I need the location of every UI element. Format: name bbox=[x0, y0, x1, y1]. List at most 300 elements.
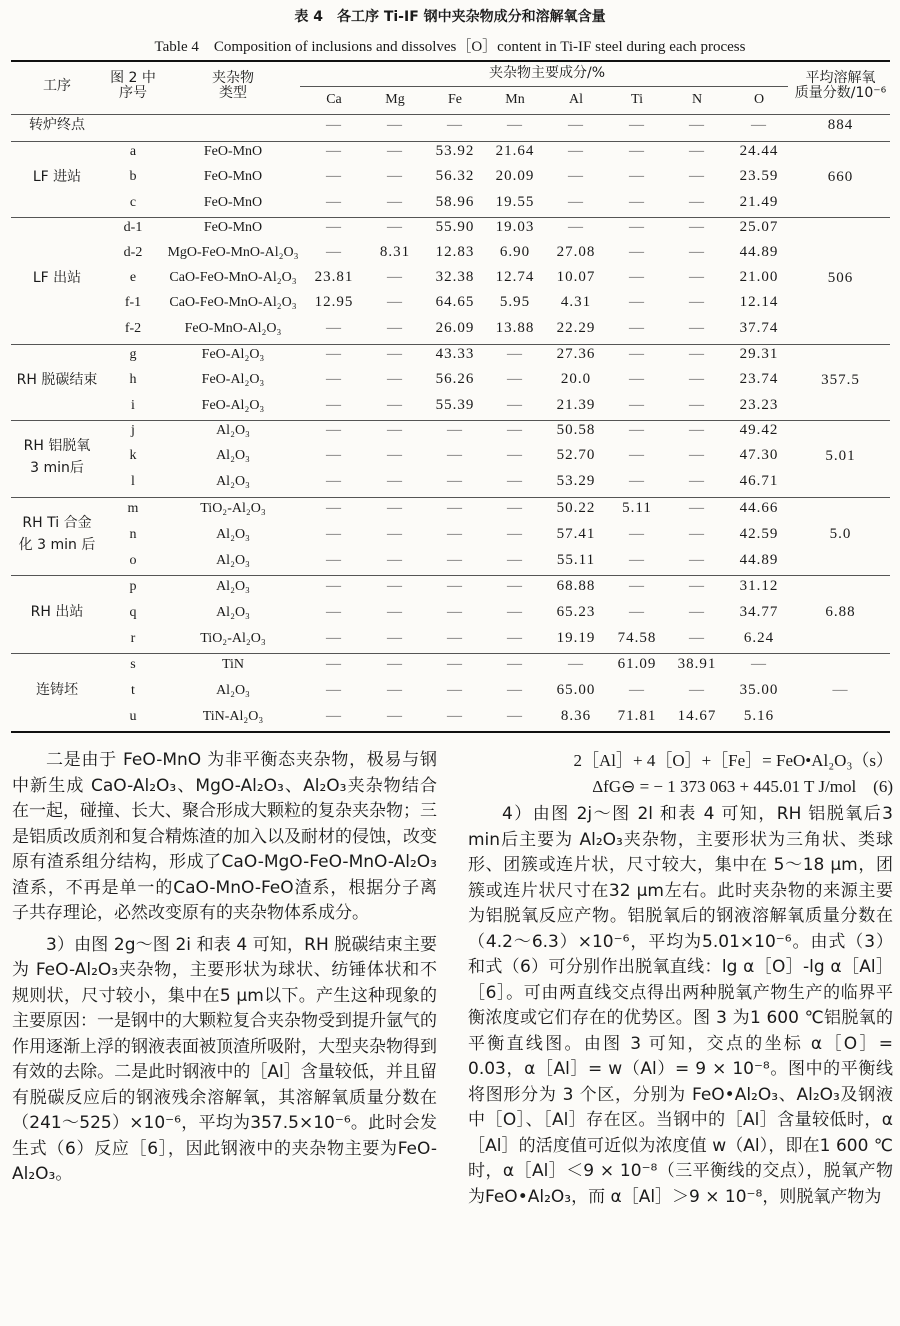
type-cell: FeO-MnO-Al₂O₃ bbox=[184, 321, 282, 336]
seq-cell: c bbox=[129, 194, 137, 210]
value-cell: — bbox=[326, 320, 342, 336]
value-cell: — bbox=[629, 447, 645, 463]
value-cell: — bbox=[629, 473, 645, 489]
value-cell: — bbox=[689, 168, 705, 184]
value-cell: 29.31 bbox=[739, 346, 779, 362]
value-cell: 38.91 bbox=[677, 655, 717, 672]
table-row bbox=[11, 677, 890, 703]
value-cell: — bbox=[387, 447, 403, 463]
value-cell: — bbox=[447, 499, 463, 516]
type-cell: CaO-FeO-MnO-Al₂O₃ bbox=[169, 295, 297, 310]
value-cell: — bbox=[689, 499, 705, 516]
type-cell: TiN-Al₂O₃ bbox=[202, 708, 264, 724]
value-cell: — bbox=[689, 681, 705, 698]
value-cell: — bbox=[507, 346, 523, 362]
table-row bbox=[11, 573, 890, 599]
th-al: Al bbox=[569, 91, 583, 107]
value-cell: — bbox=[447, 117, 463, 133]
table-row bbox=[11, 265, 890, 290]
avg-oxygen-cell: 884 bbox=[827, 117, 854, 133]
value-cell: — bbox=[689, 525, 705, 542]
seq-cell: u bbox=[129, 708, 137, 724]
value-cell: 61.09 bbox=[617, 655, 657, 672]
th-type: 夹杂物 类型 bbox=[212, 70, 254, 101]
value-cell: — bbox=[387, 707, 403, 724]
process-cell: RH 铝脱氧 3 min后 bbox=[23, 437, 91, 476]
type-cell: Al₂O₃ bbox=[216, 682, 250, 698]
value-cell: — bbox=[689, 447, 705, 463]
type-cell: TiO₂-Al₂O₃ bbox=[200, 500, 266, 516]
group-rule bbox=[11, 653, 890, 654]
value-cell: — bbox=[689, 629, 705, 646]
value-cell: — bbox=[326, 143, 342, 159]
value-cell: 65.23 bbox=[556, 603, 596, 620]
table-row bbox=[11, 315, 890, 342]
value-cell: 37.74 bbox=[739, 320, 779, 336]
value-cell: — bbox=[629, 603, 645, 620]
seq-cell: o bbox=[129, 552, 137, 568]
seq-cell: q bbox=[129, 604, 137, 620]
value-cell: 12.74 bbox=[495, 269, 535, 285]
value-cell: 8.31 bbox=[379, 244, 411, 260]
value-cell: 19.55 bbox=[495, 193, 535, 210]
seq-cell: d-2 bbox=[123, 245, 143, 260]
avg-oxygen-cell: — bbox=[832, 681, 849, 698]
value-cell: 21.49 bbox=[739, 193, 779, 210]
seq-cell: s bbox=[130, 656, 136, 672]
value-cell: — bbox=[629, 244, 645, 260]
value-cell: 52.70 bbox=[556, 447, 596, 463]
value-cell: — bbox=[326, 371, 342, 387]
seq-cell: t bbox=[131, 682, 135, 698]
value-cell: — bbox=[447, 629, 463, 646]
value-cell: 34.77 bbox=[739, 603, 779, 620]
avg-oxygen-cell: 506 bbox=[827, 270, 854, 286]
value-cell: — bbox=[326, 346, 342, 362]
value-cell: — bbox=[507, 447, 523, 463]
value-cell: — bbox=[326, 525, 342, 542]
value-cell: — bbox=[387, 143, 403, 159]
value-cell: 43.33 bbox=[435, 346, 475, 362]
seq-cell: i bbox=[131, 397, 135, 413]
table-row bbox=[11, 112, 890, 139]
seq-cell: h bbox=[129, 372, 137, 387]
value-cell: — bbox=[507, 629, 523, 646]
process-cell: LF 进站 bbox=[32, 168, 82, 185]
value-cell: — bbox=[629, 396, 645, 413]
value-cell: — bbox=[507, 577, 523, 594]
type-cell: Al₂O₃ bbox=[216, 604, 250, 620]
value-cell: 42.59 bbox=[739, 525, 779, 542]
value-cell: — bbox=[326, 707, 342, 724]
value-cell: 74.58 bbox=[617, 629, 657, 646]
table-row bbox=[11, 189, 890, 215]
avg-oxygen-cell: 660 bbox=[827, 168, 854, 185]
value-cell: — bbox=[507, 525, 523, 542]
value-cell: — bbox=[507, 371, 523, 387]
value-cell: — bbox=[629, 371, 645, 387]
value-cell: 12.14 bbox=[739, 294, 779, 310]
th-process: 工序 bbox=[43, 77, 71, 94]
value-cell: — bbox=[689, 143, 705, 159]
group-rule bbox=[11, 217, 890, 218]
value-cell: 68.88 bbox=[556, 577, 596, 594]
value-cell: — bbox=[507, 422, 523, 438]
value-cell: 6.24 bbox=[743, 629, 775, 646]
group-rule bbox=[11, 575, 890, 576]
table-row bbox=[11, 240, 890, 265]
value-cell: 23.23 bbox=[739, 396, 779, 413]
body-column-right bbox=[468, 748, 893, 1216]
value-cell: — bbox=[387, 193, 403, 210]
table-caption-zh: 表 4 各工序 Ti-IF 钢中夹杂物成分和溶解氧含量 bbox=[294, 9, 606, 25]
value-cell: 27.08 bbox=[556, 244, 596, 260]
th-ca: Ca bbox=[326, 91, 342, 107]
th-fe: Fe bbox=[448, 91, 462, 107]
value-cell: — bbox=[387, 603, 403, 620]
value-cell: — bbox=[387, 525, 403, 542]
value-cell: — bbox=[326, 168, 342, 184]
value-cell: — bbox=[689, 551, 705, 568]
value-cell: — bbox=[689, 117, 705, 133]
value-cell: — bbox=[387, 577, 403, 594]
value-cell: 23.81 bbox=[314, 269, 354, 285]
value-cell: — bbox=[689, 371, 705, 387]
type-cell: FeO-MnO bbox=[203, 220, 263, 235]
value-cell: — bbox=[387, 681, 403, 698]
value-cell: 56.32 bbox=[435, 168, 475, 184]
table-row bbox=[11, 290, 890, 315]
paragraph: 二是由于 FeO-MnO 为非平衡态夹杂物，极易与钢中新生成 CaO-Al₂O₃、MgO-Al₂O₃、Al₂O₃夹杂物结合在一起，碰撞、长大、聚合形成大颗粒的复杂夹杂物；三是铝质改质剂和复合精炼渣的加入以及耐材的侵蚀，改变原有渣系组分结构，形成了CaO-MgO-FeO-MnO-Al₂O₃渣系，不再是单一的CaO-MnO-FeO渣系，根据分子离子共存理论，必然改变原有的夹杂物体系成分。 bbox=[12, 750, 437, 923]
value-cell: — bbox=[326, 219, 342, 235]
value-cell: — bbox=[689, 603, 705, 620]
process-cell: RH 出站 bbox=[30, 603, 84, 620]
value-cell: — bbox=[568, 117, 584, 133]
value-cell: 10.07 bbox=[556, 269, 596, 285]
process-cell: RH 脱碳结束 bbox=[16, 371, 98, 388]
table-row bbox=[11, 521, 890, 547]
seq-cell: b bbox=[129, 169, 137, 184]
value-cell: — bbox=[326, 577, 342, 594]
avg-oxygen-cell: 357.5 bbox=[821, 371, 860, 388]
value-cell: — bbox=[387, 473, 403, 489]
value-cell: 44.89 bbox=[739, 551, 779, 568]
value-cell: — bbox=[507, 655, 523, 672]
value-cell: — bbox=[568, 193, 584, 210]
value-cell: — bbox=[507, 499, 523, 516]
value-cell: 21.00 bbox=[739, 269, 779, 285]
value-cell: 47.30 bbox=[739, 447, 779, 463]
seq-cell: m bbox=[127, 500, 139, 516]
type-cell bbox=[163, 112, 303, 139]
value-cell: — bbox=[326, 473, 342, 489]
value-cell: — bbox=[629, 525, 645, 542]
value-cell: 55.39 bbox=[435, 396, 475, 413]
avg-oxygen-cell: 5.0 bbox=[829, 525, 852, 542]
value-cell: — bbox=[629, 346, 645, 362]
th-ti: Ti bbox=[631, 91, 643, 107]
value-cell: — bbox=[387, 655, 403, 672]
value-cell: 8.36 bbox=[560, 707, 592, 724]
value-cell: 19.19 bbox=[556, 629, 596, 646]
th-n: N bbox=[691, 91, 703, 107]
value-cell: — bbox=[387, 294, 403, 310]
seq-cell: n bbox=[129, 526, 137, 542]
value-cell: — bbox=[689, 193, 705, 210]
value-cell: — bbox=[751, 117, 768, 133]
value-cell: 64.65 bbox=[435, 294, 475, 310]
process-cell: LF 出站 bbox=[32, 270, 82, 286]
value-cell: — bbox=[629, 551, 645, 568]
value-cell: 44.66 bbox=[739, 499, 779, 516]
table-row bbox=[11, 468, 890, 495]
seq-cell: f-1 bbox=[124, 295, 142, 310]
type-cell: CaO-FeO-MnO-Al₂O₃ bbox=[169, 270, 297, 285]
seq-cell: j bbox=[131, 423, 135, 438]
value-cell: — bbox=[447, 681, 463, 698]
value-cell: 58.96 bbox=[435, 193, 475, 210]
table-row bbox=[11, 495, 890, 521]
type-cell: Al₂O₃ bbox=[216, 552, 250, 568]
th-composition: 夹杂物主要成分/% bbox=[489, 64, 606, 81]
type-cell: FeO-Al₂O₃ bbox=[201, 347, 265, 362]
seq-cell: g bbox=[129, 347, 137, 362]
type-cell: Al₂O₃ bbox=[216, 578, 250, 594]
th-mn: Mn bbox=[505, 91, 525, 107]
seq-cell: a bbox=[129, 144, 137, 159]
seq-cell: r bbox=[130, 630, 136, 646]
process-cell: RH Ti 合金 化 3 min 后 bbox=[18, 515, 96, 553]
value-cell: — bbox=[447, 447, 463, 463]
value-cell: — bbox=[326, 499, 342, 516]
table-caption-en: Table 4 Composition of inclusions and dissolves［O］content in Ti-IF steel during each process bbox=[154, 39, 746, 55]
value-cell: — bbox=[629, 168, 645, 184]
value-cell: — bbox=[326, 244, 342, 260]
value-cell: 24.44 bbox=[739, 143, 779, 159]
value-cell: — bbox=[326, 681, 342, 698]
value-cell: — bbox=[689, 396, 705, 413]
table-bottom-rule bbox=[11, 731, 890, 733]
value-cell: — bbox=[568, 655, 584, 672]
value-cell: — bbox=[689, 294, 705, 310]
value-cell: — bbox=[326, 655, 342, 672]
value-cell: 56.26 bbox=[435, 371, 475, 387]
value-cell: — bbox=[629, 143, 645, 159]
group-rule bbox=[11, 344, 890, 345]
value-cell: — bbox=[689, 422, 705, 438]
value-cell: 53.92 bbox=[435, 143, 475, 159]
value-cell: — bbox=[568, 219, 584, 235]
type-cell: TiN bbox=[221, 656, 245, 672]
table-row bbox=[11, 625, 890, 651]
value-cell: — bbox=[751, 655, 768, 672]
value-cell: 46.71 bbox=[739, 473, 779, 489]
value-cell: — bbox=[447, 655, 463, 672]
value-cell: — bbox=[629, 422, 645, 438]
type-cell: FeO-MnO bbox=[203, 144, 263, 159]
value-cell: 4.31 bbox=[560, 294, 592, 310]
value-cell: — bbox=[689, 320, 705, 336]
value-cell: — bbox=[326, 551, 342, 568]
type-cell: Al₂O₃ bbox=[216, 526, 250, 542]
value-cell: 6.90 bbox=[499, 244, 531, 260]
value-cell: — bbox=[447, 707, 463, 724]
type-cell: Al₂O₃ bbox=[216, 474, 250, 489]
value-cell: 26.09 bbox=[435, 320, 475, 336]
value-cell: — bbox=[629, 294, 645, 310]
value-cell: — bbox=[629, 193, 645, 210]
value-cell: — bbox=[447, 551, 463, 568]
avg-oxygen-cell: 6.88 bbox=[825, 603, 856, 620]
table-row bbox=[11, 703, 890, 729]
value-cell: — bbox=[326, 603, 342, 620]
value-cell: 25.07 bbox=[739, 219, 779, 235]
value-cell: — bbox=[447, 577, 463, 594]
th-o: O bbox=[753, 91, 765, 107]
value-cell: — bbox=[507, 681, 523, 698]
value-cell: — bbox=[689, 244, 705, 260]
type-cell: FeO-Al₂O₃ bbox=[201, 397, 265, 413]
value-cell: 5.95 bbox=[499, 294, 531, 310]
value-cell: — bbox=[568, 143, 584, 159]
type-cell: Al₂O₃ bbox=[216, 423, 250, 438]
th-avg-oxygen: 平均溶解氧 质量分数/10⁻⁶ bbox=[794, 70, 887, 101]
value-cell: 21.64 bbox=[495, 143, 535, 159]
table-row bbox=[11, 443, 890, 468]
value-cell: — bbox=[387, 117, 403, 133]
value-cell: — bbox=[689, 577, 705, 594]
value-cell: — bbox=[629, 681, 645, 698]
seq-cell: f-2 bbox=[124, 321, 142, 336]
value-cell: — bbox=[629, 269, 645, 285]
value-cell: — bbox=[507, 707, 523, 724]
value-cell: — bbox=[629, 219, 645, 235]
value-cell: 71.81 bbox=[617, 707, 657, 724]
value-cell: — bbox=[387, 629, 403, 646]
value-cell: 57.41 bbox=[556, 525, 596, 542]
equation-gibbs: ΔfG⊖ = − 1 373 063 + 445.01 T J/mol (6) bbox=[592, 776, 893, 796]
value-cell: — bbox=[387, 320, 403, 336]
value-cell: — bbox=[387, 422, 403, 438]
value-cell: 53.29 bbox=[556, 473, 596, 489]
value-cell: — bbox=[326, 117, 342, 133]
value-cell: — bbox=[326, 193, 342, 210]
value-cell: 55.90 bbox=[435, 219, 475, 235]
process-cell: 连铸坯 bbox=[36, 681, 78, 698]
value-cell: — bbox=[326, 629, 342, 646]
value-cell: — bbox=[568, 168, 584, 184]
value-cell: 19.03 bbox=[495, 219, 535, 235]
value-cell: 13.88 bbox=[495, 320, 535, 336]
value-cell: 20.09 bbox=[495, 168, 535, 184]
seq-cell bbox=[103, 112, 163, 139]
group-rule bbox=[11, 497, 890, 498]
value-cell: 5.11 bbox=[622, 499, 652, 516]
value-cell: — bbox=[387, 219, 403, 235]
value-cell: — bbox=[689, 473, 705, 489]
inclusion-table bbox=[11, 60, 890, 729]
seq-cell: e bbox=[129, 270, 137, 285]
table-row bbox=[11, 139, 890, 164]
group-rule bbox=[11, 141, 890, 142]
value-cell: — bbox=[689, 219, 705, 235]
value-cell: 50.22 bbox=[556, 499, 596, 516]
value-cell: 35.00 bbox=[739, 681, 779, 698]
value-cell: 31.12 bbox=[739, 577, 779, 594]
type-cell: TiO₂-Al₂O₃ bbox=[200, 630, 266, 646]
value-cell: — bbox=[387, 269, 403, 285]
value-cell: — bbox=[447, 422, 463, 438]
equation-reaction: 2［Al］+ 4［O］+［Fe］= FeO•Al₂O₃（s） bbox=[573, 751, 893, 770]
body-column-left bbox=[12, 748, 437, 1194]
value-cell: 12.95 bbox=[314, 294, 354, 310]
value-cell: — bbox=[689, 346, 705, 362]
value-cell: 27.36 bbox=[556, 346, 596, 362]
value-cell: 5.16 bbox=[743, 707, 775, 724]
process-cell: 转炉终点 bbox=[29, 117, 85, 133]
value-cell: 65.00 bbox=[556, 681, 596, 698]
seq-cell: p bbox=[129, 578, 137, 594]
value-cell: — bbox=[689, 269, 705, 285]
value-cell: 14.67 bbox=[677, 707, 717, 724]
value-cell: 21.39 bbox=[556, 396, 596, 413]
table-row bbox=[11, 215, 890, 240]
value-cell: 50.58 bbox=[556, 422, 596, 438]
seq-cell: l bbox=[131, 474, 135, 489]
value-cell: — bbox=[387, 551, 403, 568]
value-cell: — bbox=[387, 499, 403, 516]
value-cell: 23.74 bbox=[739, 371, 779, 387]
th-mg: Mg bbox=[385, 91, 405, 107]
table-row bbox=[11, 651, 890, 677]
value-cell: — bbox=[447, 473, 463, 489]
value-cell: — bbox=[629, 320, 645, 336]
value-cell: 22.29 bbox=[556, 320, 596, 336]
value-cell: — bbox=[387, 371, 403, 387]
value-cell: 49.42 bbox=[739, 422, 779, 438]
table-row bbox=[11, 342, 890, 367]
value-cell: — bbox=[387, 396, 403, 413]
value-cell: — bbox=[507, 473, 523, 489]
seq-cell: d-1 bbox=[123, 220, 143, 235]
value-cell: — bbox=[447, 525, 463, 542]
type-cell: FeO-MnO bbox=[203, 169, 263, 184]
type-cell: Al₂O₃ bbox=[216, 448, 250, 463]
value-cell: — bbox=[629, 117, 645, 133]
value-cell: — bbox=[326, 422, 342, 438]
paragraph: 3）由图 2g～图 2i 和表 4 可知，RH 脱碳结束主要为 FeO-Al₂O₃夹杂物，主要形状为球状、纺锤体状和不规则状，尺寸较小，集中在5 μm以下。产生这种现象的主要原因：一是钢中的大颗粒复合夹杂物受到提升氩气的作用逐渐上浮的钢液表面被顶渣所吸附，大型夹杂物得到有效的去除。二是此时钢液中的［Al］含量较低，并且留有脱碳反应后的钢液残余溶解氧，其溶解氧质量分数在（241～525）×10⁻⁶，平均为357.5×10⁻⁶。此时会发生式（6）反应［6］，因此钢液中的夹杂物主要为FeO-Al₂O₃。 bbox=[12, 934, 437, 1184]
value-cell: — bbox=[629, 577, 645, 594]
value-cell: — bbox=[507, 117, 523, 133]
value-cell: — bbox=[387, 168, 403, 184]
avg-oxygen-cell: 5.01 bbox=[825, 448, 856, 464]
type-cell: MgO-FeO-MnO-Al₂O₃ bbox=[167, 245, 299, 260]
value-cell: 44.89 bbox=[739, 244, 779, 260]
table-row bbox=[11, 547, 890, 573]
group-rule bbox=[11, 420, 890, 421]
table-row bbox=[11, 164, 890, 189]
value-cell: 12.83 bbox=[435, 244, 475, 260]
value-cell: — bbox=[326, 396, 342, 413]
value-cell: 32.38 bbox=[435, 269, 475, 285]
table-row bbox=[11, 599, 890, 625]
th-seq: 图 2 中 序号 bbox=[110, 70, 156, 101]
value-cell: — bbox=[507, 551, 523, 568]
table-row bbox=[11, 418, 890, 443]
value-cell: — bbox=[507, 603, 523, 620]
paragraph: 4）由图 2j～图 2l 和表 4 可知，RH 铝脱氧后3 min后主要为 Al₂O₃夹杂物，主要形状为三角状、类球形、团簇或连片状，尺寸较大，集中在 5～18 μm，团簇或连片状尺寸在32 μm左右。此时夹杂物的来源主要为铝脱氧反应产物。铝脱氧后的钢液溶解氧质量分数在（4.2～6.3）×10⁻⁶，平均为5.01×10⁻⁶。由式（3）和式（6）可分别作出脱氧直线：lg α［O］-lg α［Al］［6］。可由两直线交点得出两种脱氧产物生产的临界平衡浓度或它们存在的优势区。图 3 为1 600 ℃铝脱氧的平衡直线图。由图 3 可知，交点的坐标 α［O］= 0.03，α［Al］= w（Al）= 9 × 10⁻⁸。图中的平衡线将图形分为 3 个区，分别为 FeO•Al₂O₃、Al₂O₃及钢液中［O］、［Al］存在区。当钢中的［Al］含量较低时，α［Al］的活度值可近似为浓度值 w（Al），即在1 600 ℃时，α［Al］＜9 × 10⁻⁸（三平衡线的交点），脱氧产物为FeO•Al₂O₃，而 α［Al］＞9 × 10⁻⁸，则脱氧产物为 bbox=[468, 804, 893, 1207]
value-cell: — bbox=[326, 447, 342, 463]
